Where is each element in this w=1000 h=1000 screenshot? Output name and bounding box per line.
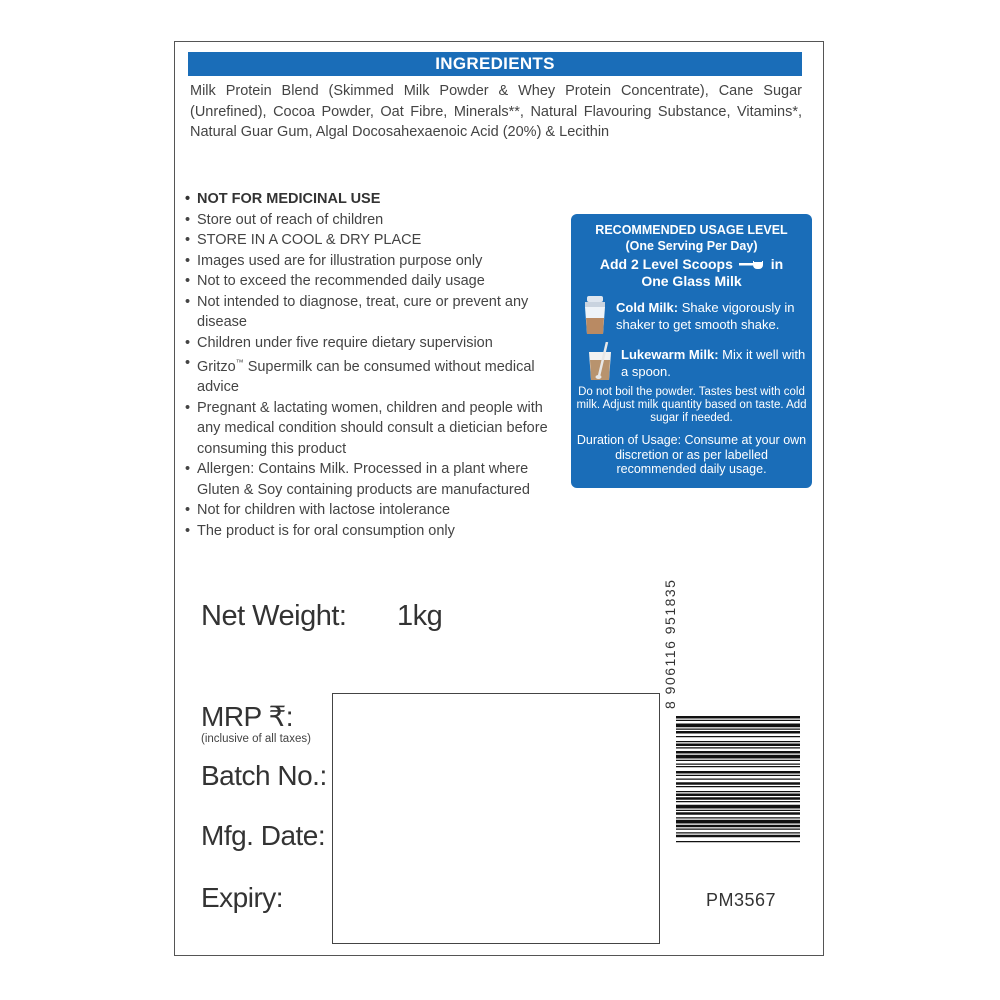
barcode-bar [676, 820, 800, 824]
barcode-bar [676, 791, 800, 792]
net-weight-label: Net Weight: [201, 600, 347, 632]
barcode-bar [676, 817, 800, 818]
lukewarm-milk-text: Mix it well with a spoon. [621, 347, 806, 379]
barcode-bar [676, 755, 800, 759]
usage-note: Do not boil the powder. Tastes best with cold milk. Adjust milk quantity based on taste. Add sugar if needed. [576, 386, 807, 424]
print-area-box [332, 693, 660, 944]
warning-item-rest: Supermilk can be consumed without medical advice [197, 358, 535, 396]
barcode-bar [676, 832, 800, 833]
barcode-bar [676, 724, 800, 728]
warning-item: • Children under five require dietary supervision [184, 333, 556, 354]
warning-item: • The product is for oral consumption only [184, 521, 556, 542]
barcode-bar [676, 760, 800, 761]
warnings-list [184, 189, 556, 541]
barcode-bar [676, 794, 800, 797]
warning-item: • Not for children with lactose intolerance [184, 500, 556, 521]
barcode-bar [676, 841, 800, 842]
net-weight-value: 1kg [397, 600, 443, 632]
warning-item: • STORE IN A COOL & DRY PLACE [184, 230, 556, 251]
usage-add-suffix: in [770, 256, 784, 272]
barcode-bar [676, 741, 800, 742]
cold-milk-instruction [616, 300, 806, 333]
ingredients-heading: INGREDIENTS [188, 52, 802, 76]
barcode-bar [676, 810, 800, 811]
barcode-bar [676, 786, 800, 787]
usage-add-line [571, 256, 812, 273]
ingredients-text: Milk Protein Blend (Skimmed Milk Powder & Whey Protein Concentrate), Cane Sugar (Unrefined), Cocoa Powder, Oat Fibre, Minerals**, Natural Flavouring Substance, Vitamins*, Natural Guar Gum, Algal Docosahexaenoic Acid (20%) & Lecithin [190, 83, 802, 140]
warning-item [184, 353, 556, 398]
warning-item: • Not intended to diagnose, treat, cure or prevent any disease [184, 292, 556, 333]
warning-item: • Pregnant & lactating women, children and people with any medical condition should consult a dietician before consuming this product [184, 398, 556, 460]
barcode-bar [676, 805, 800, 809]
brand-name: Gritzo [197, 358, 236, 375]
product-code: PM3567 [706, 890, 777, 910]
barcode-bar [676, 812, 800, 815]
barcode-bar [676, 797, 800, 800]
barcode-bar [676, 747, 800, 748]
lukewarm-milk-label: Lukewarm Milk: [621, 347, 719, 362]
usage-add-line2: One Glass Milk [641, 273, 742, 289]
cold-milk-text: Shake vigorously in shaker to get smooth shake. [616, 300, 795, 332]
glass-spoon-icon [585, 342, 615, 382]
mfg-date-label: Mfg. Date: [201, 820, 326, 851]
warning-item: • Not to exceed the recommended daily usage [184, 271, 556, 292]
usage-subtitle: (One Serving Per Day) [625, 239, 758, 253]
barcode-bar [676, 782, 800, 785]
trademark-symbol: ™ [235, 358, 244, 367]
barcode-bar [676, 835, 800, 838]
usage-duration: Duration of Usage: Consume at your own discretion or as per labelled recommended daily usage. [576, 433, 807, 476]
expiry-label: Expiry: [201, 882, 284, 913]
batch-label: Batch No.: [201, 760, 327, 791]
barcode-bar [676, 775, 800, 776]
cold-milk-label: Cold Milk: [616, 300, 679, 315]
warning-item: • Store out of reach of children [184, 210, 556, 231]
barcode-bar [676, 729, 800, 730]
barcode-bar [676, 751, 800, 754]
barcode-bar [676, 716, 800, 719]
usage-title: RECOMMENDED USAGE LEVEL [595, 223, 788, 237]
barcode-bar [676, 731, 800, 734]
barcode-bar [676, 771, 800, 774]
barcode-bar [676, 829, 800, 830]
barcode-bar [676, 720, 800, 721]
warning-item: • Allergen: Contains Milk. Processed in a plant where Gluten & Soy containing products are manufactured [184, 459, 556, 500]
barcode-bar [676, 736, 800, 737]
scoop-icon [739, 260, 765, 270]
barcode-bar [676, 764, 800, 765]
mrp-label: MRP ₹: [201, 701, 294, 732]
barcode-bar [676, 766, 800, 767]
barcode-bar [676, 779, 800, 780]
mrp-tax-note: (inclusive of all taxes) [201, 733, 311, 745]
lukewarm-milk-instruction [621, 347, 806, 380]
warning-item: • NOT FOR MEDICINAL USE [184, 189, 556, 210]
barcode-bar [676, 825, 800, 828]
barcode-bar [676, 801, 800, 802]
barcode-digits: 8 906116 951835 [662, 578, 678, 709]
warning-item: • Images used are for illustration purpose only [184, 251, 556, 272]
shaker-icon [581, 296, 609, 336]
barcode-bar [676, 744, 800, 747]
barcode [676, 716, 800, 888]
usage-box [571, 214, 812, 488]
usage-add-prefix: Add 2 Level Scoops [599, 256, 733, 272]
